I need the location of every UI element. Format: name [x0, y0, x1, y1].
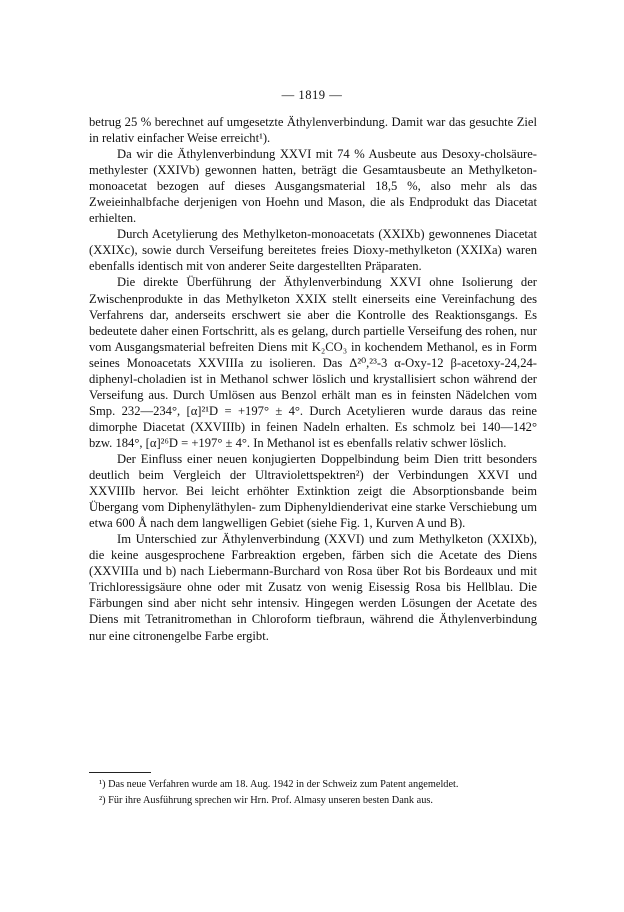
paragraph: Die direkte Überführung der Äthylenverbindung XXVI ohne Isolierung der Zwischenprodukte in das Methylketon XXIX stellt einerseits eine Vereinfachung des Verfahrens dar, anderseits erschwert sie aber die Kontrolle des Reaktionsgangs. Es bedeutete daher einen Fortschritt, als es gelang, durch partielle Verseifung des rohen, nur vom Ausgangsmaterial befreiten Diens mit K₂CO₃ in kochendem Methanol, es in Form seines Monoacetats XXVIIIa zu isolieren. Das Δ²⁰,²³-3 α-Oxy-12 β-acetoxy-24,24-diphenyl-choladien ist in Methanol schwer löslich und krystallisiert schon während der Verseifung aus. Durch Umlösen aus Benzol erhält man es in feinsten Nädelchen vom Smp. 232—234°, [α]²¹D = +197° ± 4°. Durch Acetylieren wurde daraus das reine dimorphe Diacetat (XXVIIIb) in feinen Nadeln erhalten. Es schmolz bei 140—142° bzw. 184°, [α]²⁶D = +197° ± 4°. In Methanol ist es ebenfalls relativ schwer löslich.	[89, 275, 537, 450]
body-text	[89, 114, 537, 644]
footnote: ¹) Das neue Verfahren wurde am 18. Aug. 1942 in der Schweiz zum Patent angemeldet.	[99, 779, 459, 790]
paragraph: betrug 25 % berechnet auf umgesetzte Äthylenverbindung. Damit war das gesuchte Ziel in relativ einfacher Weise erreicht¹).	[89, 115, 537, 146]
page-number: — 1819 —	[281, 88, 343, 102]
footnote: ²) Für ihre Ausführung sprechen wir Hrn. Prof. Almasy unseren besten Dank aus.	[99, 794, 433, 806]
footnote-divider	[89, 772, 151, 773]
paragraph: Durch Acetylierung des Methylketon-monoacetats (XXIXb) gewonnenes Diacetat (XXIXc), sowie durch Verseifung bereitetes freies Dioxy-methylketon (XXIXa) waren ebenfalls identisch mit von anderer Seite dargestellten Präparaten.	[89, 227, 537, 274]
paragraph: Im Unterschied zur Äthylenverbindung (XXVI) und zum Methylketon (XXIXb), die keine ausgesprochene Farbreaktion ergeben, färben sich die Acetate des Diens (XXVIIIa und b) nach Liebermann-Burchard von Rosa über Rot bis Bordeaux und mit Trichloressigsäure ohne oder mit Zusatz von wenig Eisessig Rosa bis Hellblau. Die Färbungen sind aber nicht sehr intensiv. Hingegen werden Lösungen der Acetate des Diens mit Tetranitromethan in Chloroform tiefbraun, während die Äthylenverbindung nur eine citronengelbe Farbe ergibt.	[89, 532, 537, 643]
paragraph: Der Einfluss einer neuen konjugierten Doppelbindung beim Dien tritt besonders deutlich beim Vergleich der Ultraviolettspektren²) der Verbindungen XXVI und XXVIIIb hervor. Bei leicht erhöhter Extinktion zeigt die Absorptionsbande beim Übergang vom Diphenyläthylen- zum Diphenyldienderivat eine starke Verschiebung um etwa 600 Å nach dem langwelligen Gebiet (siehe Fig. 1, Kurven A und B).	[89, 451, 537, 531]
paragraph: Da wir die Äthylenverbindung XXVI mit 74 % Ausbeute aus Desoxy-cholsäure-methylester (XXIVb) gewonnen hatten, beträgt die Gesamtausbeute an Methylketon-monoacetat bezogen auf dieses Ausgangsmaterial 18,5 %, also mehr als das Zweieinhalbfache derjenigen von Hoehn und Mason, die als Endprodukt das Diacetat erhielten.	[89, 147, 537, 226]
footnotes	[89, 778, 537, 809]
